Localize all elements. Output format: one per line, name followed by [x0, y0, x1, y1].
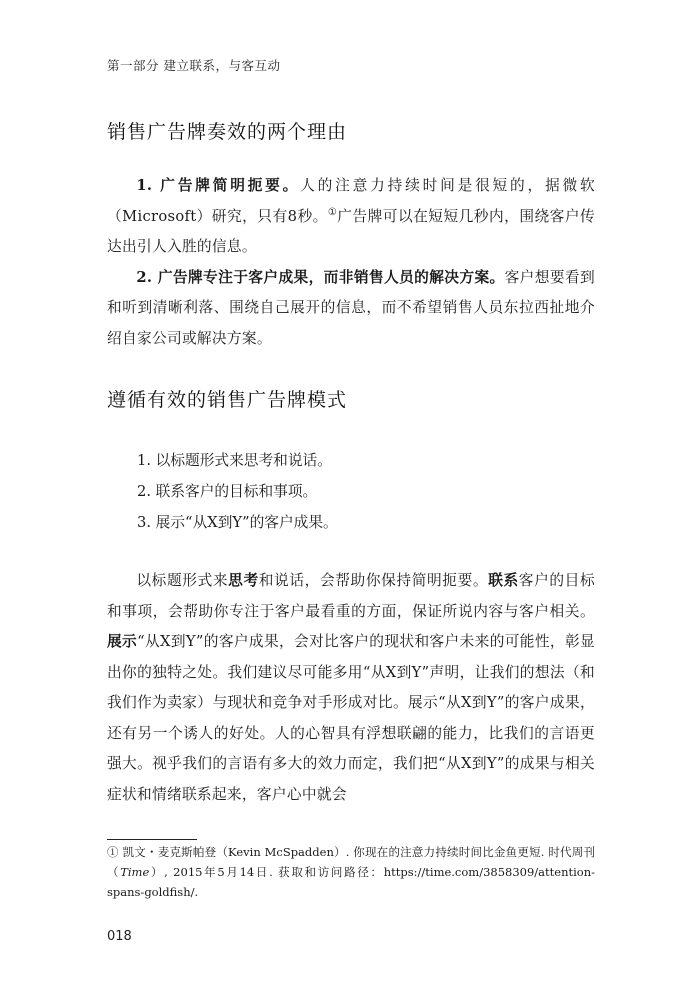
reasons-block: [107, 171, 595, 354]
summary-part-4: “从X到Y”的客户成果，会对比客户的现状和客户未来的可能性，彰显出你的独特之处。我们建议尽可能多用“从X到Y”声明，让我们的想法（和我们作为卖家）与现状和竞争对手形成对比。展示“从X到Y”的客户成果，还有另一个诱人的好处。人的心智具有浮想联翩的能力，比我们的言语更强大。视乎我们的言语有多大的效力而定，我们把“从X到Y”的成果与相关症状和情绪联系起来，客户心中就会: [107, 633, 595, 803]
steps-list: [137, 445, 338, 538]
reason-paragraph-2: [107, 263, 595, 355]
footnote-journal: Time: [120, 865, 150, 879]
footnote: [107, 842, 595, 902]
list-item: 1. 以标题形式来思考和说话。: [137, 452, 332, 469]
summary-paragraph: [107, 566, 595, 810]
section-heading-model: 遵循有效的销售广告牌模式: [107, 389, 348, 411]
footnote-divider: [107, 839, 197, 840]
reason-2-text: 客户想要看到和听到清晰利落、围绕自己展开的信息，而不希望销售人员东拉西扯地介绍自家公司或解决方案。: [107, 268, 595, 347]
running-head: 第一部分 建立联系，与客互动: [107, 58, 281, 73]
list-item: 2. 联系客户的目标和事项。: [137, 483, 318, 500]
summary-block: [107, 566, 595, 810]
footnote-text-b: ）, 2015年5月14日. 获取和访问路径：https://time.com/3858309/attention-spans-goldfish/.: [107, 865, 595, 899]
list-item: 3. 展示“从X到Y”的客户成果。: [137, 514, 338, 531]
summary-bold-show: 展示: [107, 633, 138, 650]
summary-bold-think: 思考: [228, 572, 259, 589]
summary-part-2: 和说话，会帮助你保持简明扼要。: [258, 572, 489, 589]
summary-bold-connect: 联系: [488, 572, 519, 589]
reason-2-lead: 2. 广告牌专注于客户成果，而非销售人员的解决方案。: [136, 268, 505, 286]
reason-1-text-b: 广告牌可以在短短几秒内，围绕客户传达出引人入胜的信息。: [107, 207, 596, 255]
summary-part-1: 以标题形式来: [136, 572, 229, 589]
summary-part-3: 客户的目标和事项，会帮助你专注于客户最看重的方面，保证所说内容与客户相关。: [107, 572, 595, 620]
reason-paragraph-1: [107, 171, 595, 263]
footnote-marker: ①: [107, 845, 119, 859]
page-number: 018: [107, 929, 132, 944]
footnote-ref[interactable]: ①: [327, 206, 338, 218]
footnote-text-a: 凯文・麦克斯帕登（Kevin McSpadden）. 你现在的注意力持续时间比金鱼更短. 时代周刊（: [107, 845, 595, 879]
reason-1-text-a: 人的注意力持续时间是很短的，据微软（Microsoft）研究，只有8秒。: [107, 177, 596, 225]
section-heading-reasons: 销售广告牌奏效的两个理由: [107, 121, 348, 143]
reason-1-lead: 1. 广告牌简明扼要。: [136, 177, 301, 194]
